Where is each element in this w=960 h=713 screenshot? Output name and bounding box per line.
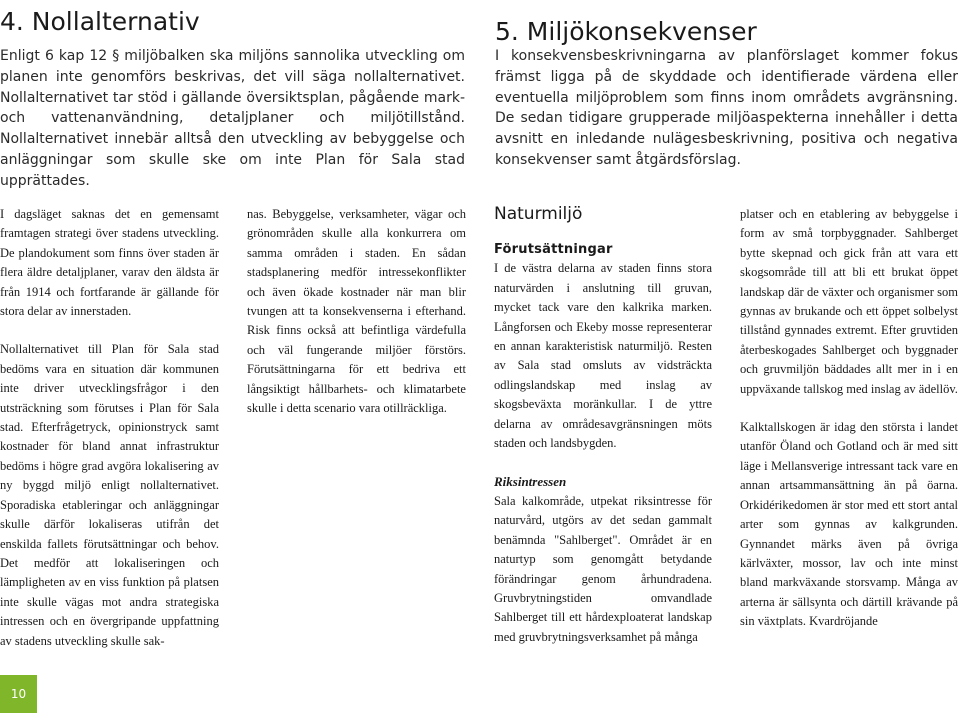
section-4-text: Enligt 6 kap 12 § miljöbalken ska miljöns sannolika utveckling om planen inte genomförs beskrivas, det vill säga nollalternativet. Nollalternativet tar stöd i gällande översiktsplan, pågående mark- och vattenanvändning, detaljplaner och miljötillstånd. Nollalternativet innebär alltså den utveckling av bebyggelse och anläggningar som skulle ske om inte Plan för Sala stad upprättades. <box>0 48 465 189</box>
column-3 <box>494 200 712 647</box>
section-4-heading: 4. Nollalternativ <box>0 7 200 36</box>
col4-paragraph-1: platser och en etablering av bebyggelse i form av små torpbyggnader. Sahlberget bytte skepnad och gick från att vara ett skogsområde till att bli ett brukat öppet landskap där de växter och organismer som gynnas av brukande och ett öppet solbelyst tillstånd gynnades extremt. Efter gruvtiden återbeskogades Sahlberget och byggnader och gruvmiljön bäddades allt mer in i en uppväxande tallskog med inslag av ädellöv. <box>740 207 958 396</box>
col3-paragraph-2: Sala kalkområde, utpekat riksintresse för naturvård, utgörs av det sedan gammalt benämnda "Sahlberget". Området är en naturtyp som genomgått betydande förändringar genom århundradena. Gruvbrytningstiden omvandlade Sahlberget till ett hårdexploaterat landskap med gruvbrytningsverksamhet på många <box>494 493 712 644</box>
page-number: 10 <box>10 687 27 701</box>
column-1 <box>0 205 219 651</box>
col2-paragraph-1: nas. Bebyggelse, verksamheter, vägar och grönområden skulle alla konkurrera om samma områden i staden. En sådan stadsplanering medför intressekonflikter och även ökade kostnader när man blir tvungen att ta konsekvenserna i efterhand. Risk finns också att befintliga värdefulla och väl fungerande miljöer förstörs. Förutsättningarna för ett bedriva ett långsiktigt hållbarhets- och klimatarbete skulle i detta scenario vara otillräckliga. <box>247 207 466 416</box>
col3-paragraph-1: I de västra delarna av staden finns stora naturvärden i anslutning till gruvan, mycket tack vare den kalkrika marken. Långforsen och Ekeby mosse representerar en annan karakteristisk naturmiljö. Resten av Sala stad omsluts av vidsträckta odlingslandskap med inslag av skogsbeväxta moränkullar. I de yttre delarna av områdesavgränsningen möts staden och landsbygden. <box>494 261 712 451</box>
col1-paragraph-1: I dagsläget saknas det en gemensamt framtagen strategi över stadens utveckling. De plandokument som finns över staden är flera äldre detaljplaner, varav den äldsta är från 1914 och fortfarande är gällande för stora delar av innerstaden. <box>0 207 219 319</box>
col1-paragraph-2: Nollalternativet till Plan för Sala stad bedöms vara en situation där kommunen inte driver utvecklingsfrågor i den utsträckning som förutses i Plan för Sala stad. Efterfrågetryck, opinionstryck samt kostnader för bland annat infrastruktur bedöms i högre grad avgöra lokalisering av ny byggd miljö enligt nollalternativet. Sporadiska etableringar och anläggningar skulle därför lokaliseras utifrån det enskilda fallets förutsättningar och behov. Det medför att lokaliseringen och lämpligheten av en viss funktion på platsen inte skulle vägas mot andra strategiska intressen och en övergripande uppfattning av stadens utveckling skulle sak- <box>0 342 219 648</box>
page-number-badge <box>0 675 37 713</box>
naturmiljo-heading: Naturmiljö <box>494 204 583 224</box>
column-4 <box>740 205 958 632</box>
section-5-text: I konsekvensbeskrivningarna av planförslaget kommer fokus främst ligga på de skyddade och identifierade värdena eller eventuella miljöproblem som finns inom områdets avgränsning. De sedan tidigare grupperade miljöaspekterna innehåller i detta avsnitt en inledande nulägesbeskrivning, positiva och negativa konsekvenser samt åtgärdsförslag. <box>495 48 958 168</box>
col4-paragraph-2: Kalktallskogen är idag den största i landet utanför Öland och Gotland och är med sitt läge i Mellansverige intressant tack vare en annan artsammansättning än på öarna. Orkidérikedomen är stor med ett stort antal arter som gynnas av kalkgrunden. Gynnandet märks även på övriga kärlväxter, mossor, lav och inte minst bland markväxande storsvamp. Många av arterna är sällsynta och därtill krävande på sin växtplats. Kvardröjande <box>740 420 958 629</box>
column-2 <box>247 205 466 418</box>
riksintressen-heading: Riksintressen <box>494 474 567 490</box>
forutsattningar-heading: Förutsättningar <box>494 242 613 257</box>
section-5-heading: 5. Miljökonsekvenser <box>495 17 757 46</box>
